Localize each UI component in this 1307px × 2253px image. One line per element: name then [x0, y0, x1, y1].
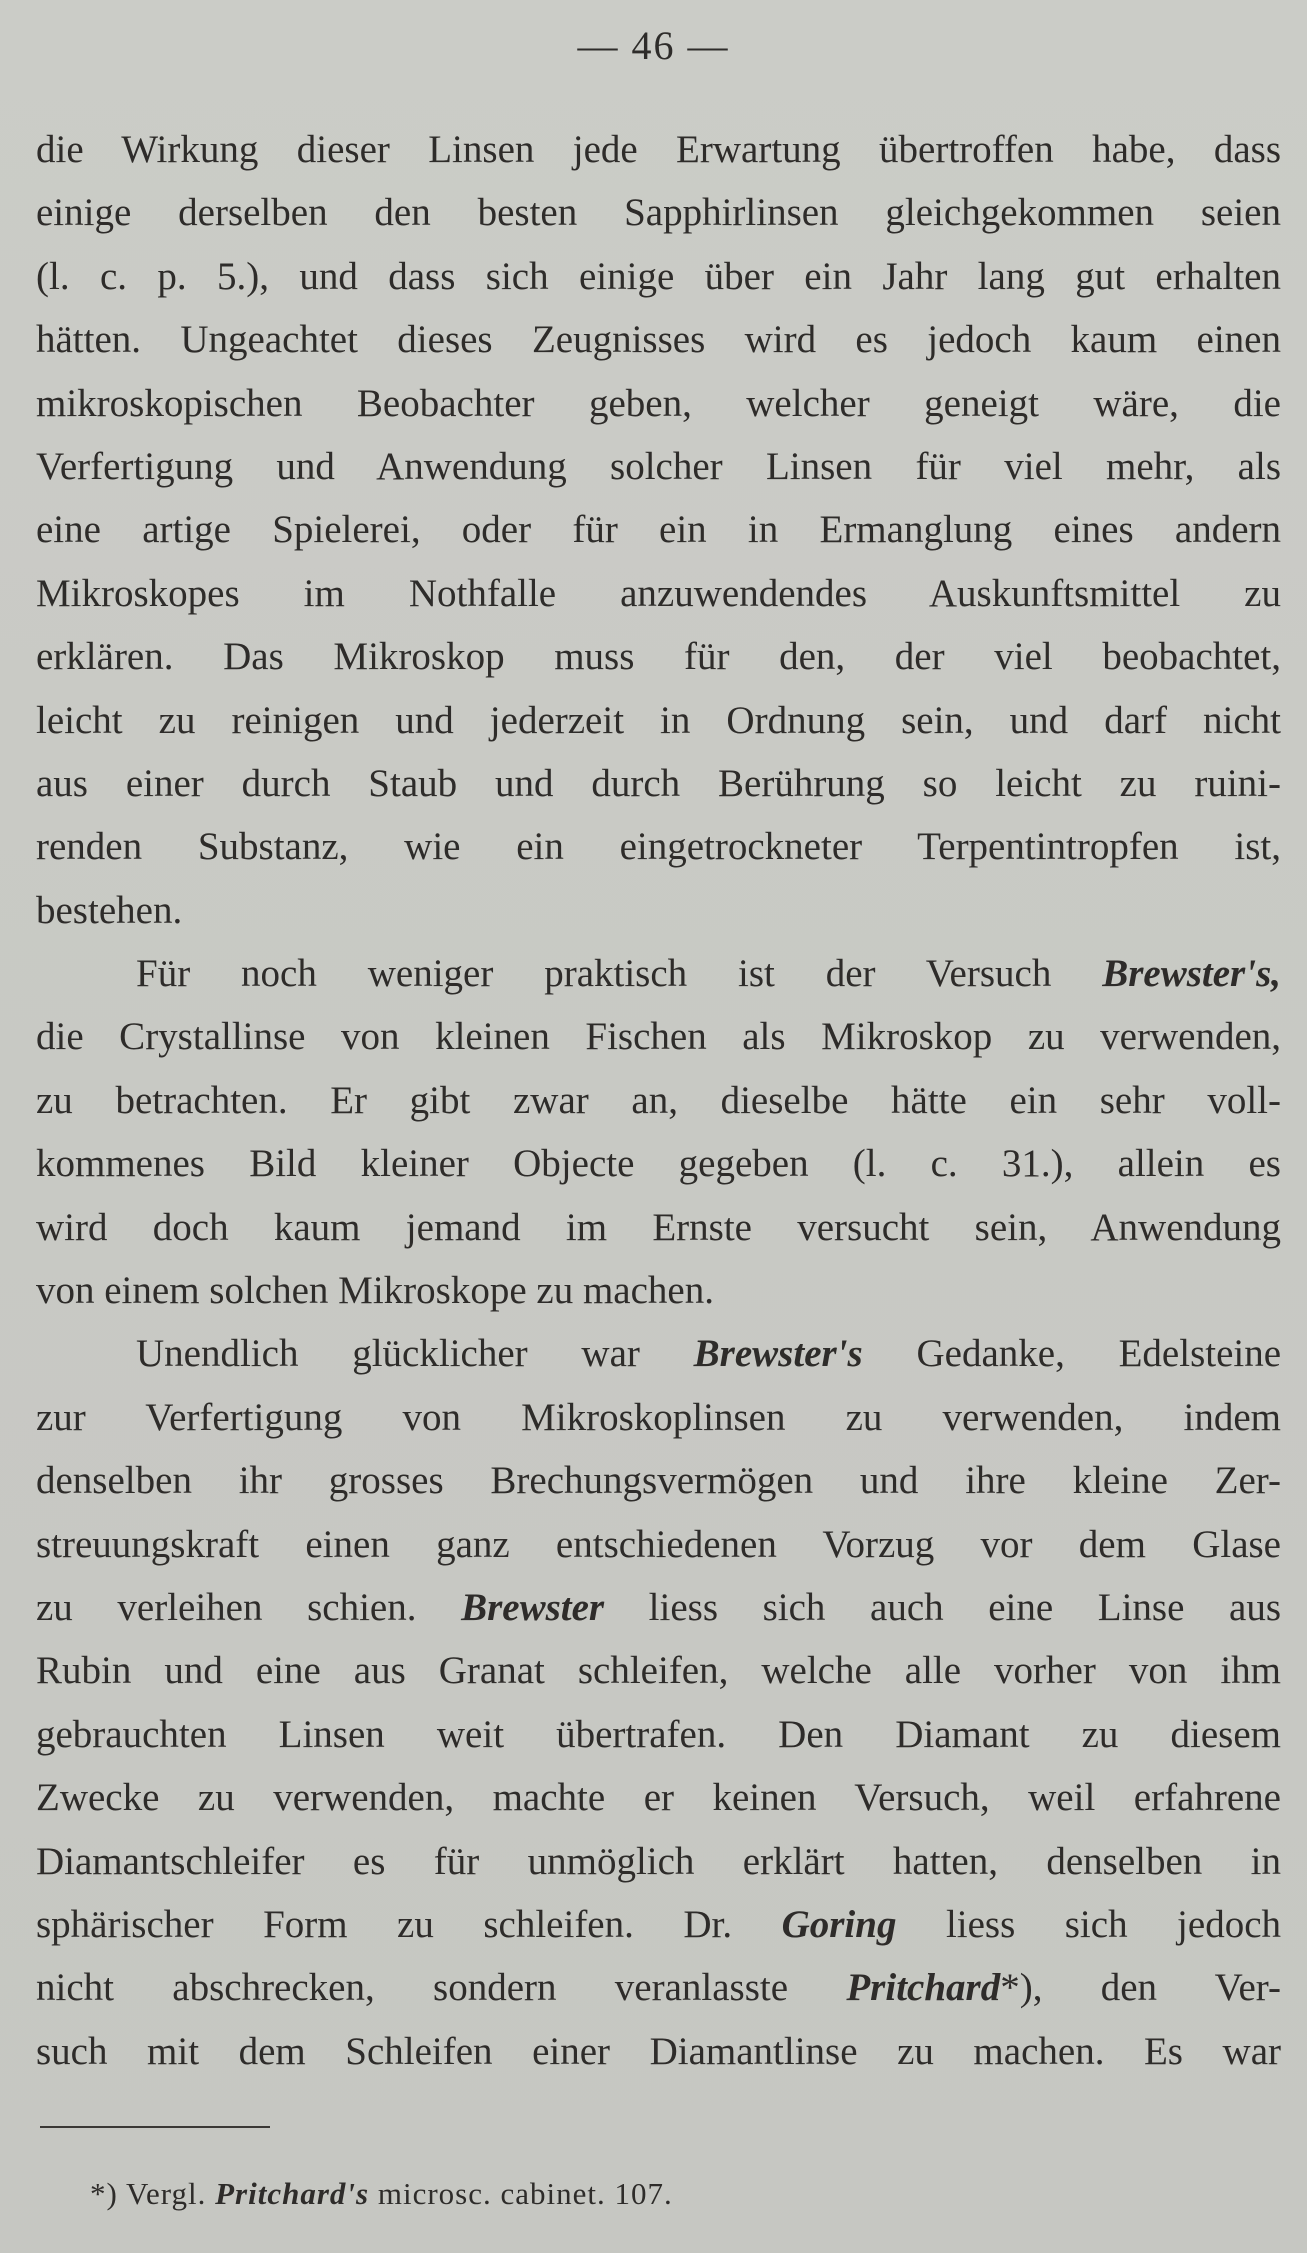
text-line: die Crystallinse von kleinen Fischen als Mikroskop zu verwenden,	[36, 1015, 1281, 1059]
text-line: streuungskraft einen ganz entschiedenen Vorzug vor dem Glase	[36, 1522, 1281, 1566]
text-line: mikroskopischen Beobachter geben, welcher geneigt wäre, die	[36, 381, 1281, 425]
text-line: kommenes Bild kleiner Objecte gegeben (l. c. 31.), allein es	[36, 1142, 1281, 1186]
text-line: renden Substanz, wie ein eingetrockneter Terpentintropfen ist,	[36, 825, 1281, 869]
footnote-divider	[40, 2126, 270, 2128]
paragraph-start-line	[36, 942, 1281, 1005]
person-name: Brewster's	[693, 1332, 863, 1376]
text-line: zu betrachten. Er gibt zwar an, dieselbe hätte ein sehr voll-	[36, 1078, 1281, 1122]
text-fragment: Unendlich glücklicher war	[136, 1332, 640, 1376]
text-fragment: Für noch weniger praktisch ist der Versuch	[136, 952, 1052, 996]
text-line: eine artige Spielerei, oder für ein in Ermanglung eines andern	[36, 508, 1281, 552]
text-fragment: sphärischer Form zu schleifen. Dr.	[36, 1902, 733, 1946]
footnote	[90, 2176, 673, 2212]
person-name: Brewster's,	[1102, 952, 1281, 996]
footnote-marker: *)	[90, 2176, 118, 2211]
text-fragment: liess sich auch eine Linse aus	[648, 1585, 1281, 1629]
person-name: Brewster	[461, 1585, 605, 1629]
text-line: wird doch kaum jemand im Ernste versucht sein, Anwendung	[36, 1205, 1281, 1249]
text-line: bestehen.	[36, 888, 183, 932]
text-fragment: nicht abschrecken, sondern veranlasste	[36, 1966, 789, 2010]
text-line: einige derselben den besten Sapphirlinsen gleichgekommen seien	[36, 191, 1281, 235]
text-line: aus einer durch Staub und durch Berührung so leicht zu ruini-	[36, 761, 1281, 805]
text-line: Mikroskopes im Nothfalle anzuwendendes Auskunftsmittel zu	[36, 571, 1281, 615]
footnote-reference: microsc. cabinet. 107.	[377, 2176, 673, 2211]
text-line: Rubin und eine aus Granat schleifen, welche alle vorher von ihm	[36, 1649, 1281, 1693]
text-fragment: zu verleihen schien.	[36, 1585, 417, 1629]
text-line: such mit dem Schleifen einer Diamantlinse zu machen. Es war	[36, 2029, 1281, 2073]
text-fragment: *), den Ver-	[1000, 1966, 1281, 2010]
mixed-text-line	[36, 1576, 1281, 1639]
text-line: von einem solchen Mikroskope zu machen.	[36, 1269, 714, 1313]
footnote-prefix: Vergl.	[126, 2176, 207, 2211]
text-line: erklären. Das Mikroskop muss für den, der viel beobachtet,	[36, 635, 1281, 679]
paragraph-start-line	[36, 1322, 1281, 1385]
text-line: Zwecke zu verwenden, machte er keinen Versuch, weil erfahrene	[36, 1776, 1281, 1820]
text-line: gebrauchten Linsen weit übertrafen. Den Diamant zu diesem	[36, 1712, 1281, 1756]
page-number: — 46 —	[577, 23, 730, 68]
text-fragment: liess sich jedoch	[945, 1902, 1281, 1946]
text-line: (l. c. p. 5.), und dass sich einige über ein Jahr lang gut erhalten	[36, 254, 1281, 298]
text-line: leicht zu reinigen und jederzeit in Ordnung sein, und darf nicht	[36, 698, 1281, 742]
footnote-author: Pritchard's	[215, 2176, 370, 2211]
text-line: Verfertigung und Anwendung solcher Linsen für viel mehr, als	[36, 444, 1281, 488]
text-line: hätten. Ungeachtet dieses Zeugnisses wird es jedoch kaum einen	[36, 318, 1281, 362]
person-name: Pritchard	[846, 1966, 1001, 2010]
text-line: zur Verfertigung von Mikroskoplinsen zu verwenden, indem	[36, 1395, 1281, 1439]
mixed-text-line	[36, 1956, 1281, 2019]
text-line: die Wirkung dieser Linsen jede Erwartung übertroffen habe, dass	[36, 128, 1281, 171]
text-line: denselben ihr grosses Brechungsvermögen und ihre kleine Zer-	[36, 1459, 1281, 1503]
text-line: Diamantschleifer es für unmöglich erklärt hatten, denselben in	[36, 1839, 1281, 1883]
text-fragment: Gedanke, Edelsteine	[916, 1332, 1281, 1376]
person-name: Goring	[781, 1902, 897, 1946]
body-text	[36, 118, 1281, 2083]
mixed-text-line	[36, 1893, 1281, 1956]
